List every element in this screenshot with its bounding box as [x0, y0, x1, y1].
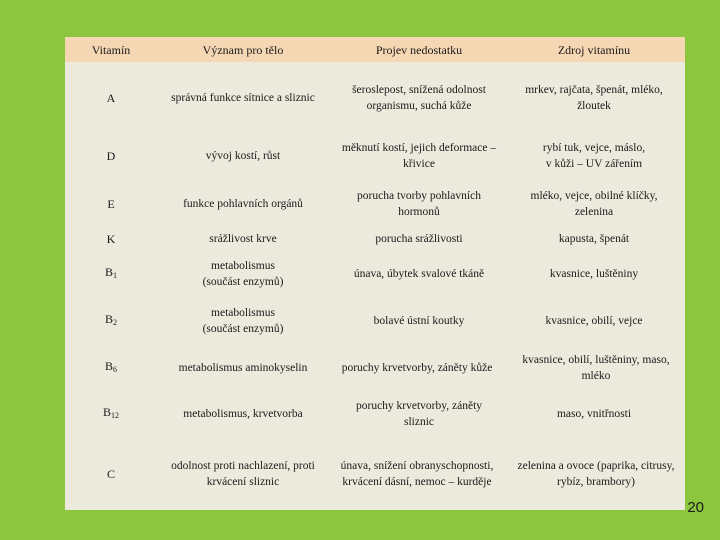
cell-zdroj: kvasnice, luštěniny — [549, 268, 639, 280]
cell-projev: šeroslepost, snížená odolnost organismu, suchá kůže — [352, 84, 486, 112]
vitamin-subscript: 12 — [111, 411, 120, 420]
cell-zdroj: kvasnice, obilí, vejce — [545, 315, 643, 327]
cell-vitamin: $B_6$ — [104, 359, 118, 374]
cell-projev: bolavé ústní koutky — [373, 315, 465, 327]
cell-vyznam: metabolismus (součást enzymů) — [202, 307, 284, 335]
cell-zdroj: zelenina a ovoce (paprika, citrusy, rybíz, brambory) — [517, 460, 675, 488]
cell-vyznam: správná funkce sítnice a sliznic — [171, 92, 315, 104]
cell-zdroj: rybí tuk, vejce, máslo, v kůži – UV zářením — [542, 142, 646, 170]
cell-projev: měknutí kostí, jejich deformace – křivice — [341, 142, 497, 170]
vitamin-subscript: 6 — [113, 365, 118, 374]
cell-vyznam: metabolismus aminokyselin — [178, 362, 308, 374]
header-vitamin: Vitamín — [91, 42, 131, 57]
header-projev: Projev nedostatku — [375, 42, 463, 57]
cell-vyznam: odolnost proti nachlazení, proti krvácení sliznic — [171, 460, 315, 488]
cell-vitamin: $B_{12}$ — [102, 405, 120, 420]
cell-projev: poruchy krvetvorby, záněty sliznic — [355, 400, 483, 428]
cell-zdroj: mrkev, rajčata, špenát, mléko, žloutek — [525, 84, 663, 112]
table-header-row — [65, 37, 685, 62]
cell-zdroj: mléko, vejce, obilné klíčky, zelenina — [530, 190, 658, 218]
cell-vyznam: funkce pohlavních orgánů — [183, 198, 303, 210]
cell-vyznam: srážlivost krve — [209, 233, 277, 245]
cell-zdroj: maso, vnitřnosti — [556, 408, 632, 420]
cell-vyznam: metabolismus, krvetvorba — [183, 408, 303, 420]
cell-vitamin: A — [106, 91, 116, 105]
cell-zdroj: kvasnice, obilí, luštěniny, maso, mléko — [522, 354, 670, 382]
cell-projev: únava, snížení obranyschopnosti, krvácení dásní, nemoc – kurděje — [340, 460, 494, 488]
cell-projev: únava, úbytek svalové tkáně — [353, 268, 485, 280]
cell-projev: porucha tvorby pohlavních hormonů — [357, 190, 481, 218]
vitamin-subscript: 1 — [113, 271, 118, 280]
cell-vyznam: vývoj kostí, růst — [205, 150, 281, 162]
cell-zdroj: kapusta, špenát — [558, 233, 630, 245]
header-zdroj: Zdroj vitamínu — [557, 42, 631, 57]
cell-vitamin: K — [106, 232, 116, 246]
header-vyznam: Význam pro tělo — [202, 42, 284, 57]
cell-projev: poruchy krvetvorby, záněty kůže — [341, 362, 493, 374]
cell-vitamin: D — [106, 149, 116, 163]
cell-vyznam: metabolismus (součást enzymů) — [202, 260, 284, 288]
cell-vitamin: C — [106, 467, 116, 481]
cell-projev: porucha srážlivosti — [375, 233, 463, 245]
page-number: 20 — [687, 499, 704, 516]
cell-vitamin: $B_2$ — [104, 312, 118, 327]
cell-vitamin: E — [107, 197, 115, 211]
vitamin-table — [65, 37, 685, 510]
vitamin-subscript: 2 — [113, 318, 118, 327]
cell-vitamin: $B_1$ — [104, 265, 118, 280]
